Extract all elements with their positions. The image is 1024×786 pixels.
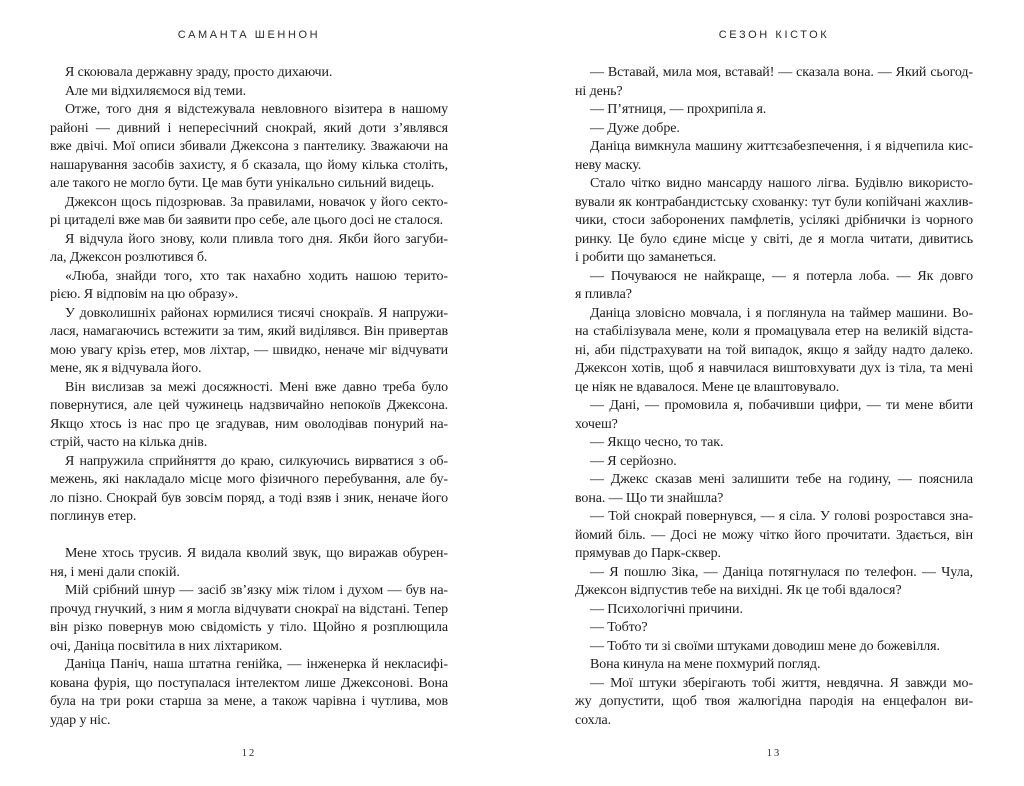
text-line: рі цитаделі вже мав би заявити про себе, але цього досі не сталося. xyxy=(50,213,444,228)
text-line: ринку. Це було єдине місце у світі, де я могла читати, дивитись xyxy=(575,231,973,247)
paragraph xyxy=(575,64,973,101)
text-line: Даніца вимкнула машину життєзабезпечення, і я відчепила кис- xyxy=(590,139,973,154)
text-line: йомий біль. — Досі не можу чітко його прочитати. Здається, він xyxy=(575,527,973,543)
scene-break-spacer xyxy=(50,527,448,546)
page-number-left: 12 xyxy=(241,748,257,759)
text-line: сохла. xyxy=(575,712,611,728)
text-line: межень, які накладало місце мого фізичного перебування, але бу- xyxy=(50,472,448,487)
paragraph xyxy=(50,83,448,102)
text-line: повернутися, але цей чужинець надзвичайно непокоїв Джексона. xyxy=(50,398,448,413)
paragraph xyxy=(575,453,973,472)
paragraph xyxy=(575,175,973,268)
paragraph xyxy=(50,101,448,194)
paragraph xyxy=(575,120,973,139)
paragraph xyxy=(575,101,973,120)
paragraph xyxy=(575,508,973,564)
text-line: Даніца Паніч, наша штатна генійка, — інженерка й некласифі- xyxy=(65,657,448,672)
text-line: я пливла? xyxy=(575,287,632,302)
paragraph xyxy=(50,582,448,656)
text-line: вже двічі. Мої описи збивали Джексона з пантелику. Зважаючи на xyxy=(50,139,448,154)
paragraph xyxy=(575,471,973,508)
text-line: нашарування засобів захисту, я б сказала, що йому кілька століть, xyxy=(50,157,448,173)
paragraph xyxy=(575,564,973,601)
text-line: вона. — Що ти знайшла? xyxy=(575,490,724,506)
text-line: Я скоювала державну зраду, просто дихаючи. xyxy=(65,65,333,80)
text-line: лася, намагаючись встежити за тим, який виділявся. Він привертав xyxy=(50,324,448,339)
running-head-title: СЕЗОН КІСТОК xyxy=(718,29,830,41)
text-line: У довколишніх районах юрмилися тисячі снокраїв. Я напружи- xyxy=(65,305,448,321)
text-line: Вона кинула на мене похмурий погляд. xyxy=(590,657,821,672)
text-line: Мене хтось трусив. Я видала кволий звук, що виражав обурен- xyxy=(65,546,448,561)
paragraph xyxy=(575,638,973,657)
paragraph xyxy=(575,397,973,434)
running-head-author: САМАНТА ШЕННОН xyxy=(177,29,321,41)
text-line: «Люба, знайди того, хто так нахабно ходить нашою терито- xyxy=(65,268,448,284)
text-line: Мій срібний шнур — засіб зв’язку між тілом і духом — був на- xyxy=(65,583,448,598)
text-line: мене, як я відчувала його. xyxy=(50,361,202,376)
text-line: Джексон відпустив тебе на вихідні. Як це тобі вдалося? xyxy=(575,583,902,598)
paragraph xyxy=(50,305,448,379)
text-line: — Я серйозно. xyxy=(590,453,677,469)
text-line: поглинув етер. xyxy=(50,509,137,524)
page-number-right: 13 xyxy=(766,748,782,759)
text-line: він різко повернув мою свідомість у тіло. Щойно я розплющила xyxy=(50,620,448,635)
paragraph xyxy=(50,379,448,453)
text-line: Я відчула його знову, коли пливла того дня. Якби його загуби- xyxy=(65,231,448,247)
text-line: хочеш? xyxy=(575,416,618,432)
text-line: — Той снокрай повернувся, — я сіла. У голові розростався зна- xyxy=(590,509,973,524)
text-line: Джексон хотів, щоб я навчилася виштовхувати дух із тіла, та мені xyxy=(575,361,973,376)
text-line: на стабілізувала мене, коли я промацувала етер на великій відста- xyxy=(575,324,973,339)
paragraph xyxy=(50,64,448,83)
text-line: — П’ятниця, — прохрипіла я. xyxy=(590,102,767,117)
text-line: — Психологічні причини. xyxy=(590,601,743,617)
text-line: — Дані, — промовила я, побачивши цифри, — ти мене вбити xyxy=(590,398,973,413)
text-line: рією. Я відповім на цю образу». xyxy=(50,287,239,302)
paragraph xyxy=(575,305,973,398)
paragraph xyxy=(575,268,973,305)
left-page xyxy=(50,0,448,786)
text-line: і робити що заманеться. xyxy=(575,250,717,265)
text-line: Але ми відхиляємося від теми. xyxy=(65,83,246,99)
paragraph xyxy=(50,268,448,305)
text-line: ло пізно. Снокрай був зовсім поряд, а тоді взяв і зник, неначе його xyxy=(50,490,448,506)
paragraph xyxy=(575,434,973,453)
text-line: Якщо хтось із нас про це згадував, ним оволодівав понурий на- xyxy=(50,416,448,432)
text-line: прямував до Парк-сквер. xyxy=(575,546,721,561)
text-line: Стало чітко видно мансарду нашого лігва. Будівлю використо- xyxy=(590,176,973,191)
paragraph xyxy=(50,545,448,582)
paragraph xyxy=(575,138,973,175)
paragraph xyxy=(575,601,973,620)
text-line: — Вставай, мила моя, вставай! — сказала вона. — Який сьогод- xyxy=(590,65,973,80)
text-line: ні день? xyxy=(575,83,623,99)
right-page-text xyxy=(575,64,973,730)
text-line: Даніца зловісно мовчала, і я поглянула на таймер машини. Во- xyxy=(590,305,973,321)
paragraph xyxy=(50,231,448,268)
text-line: Отже, того дня я відстежувала невловного візитера в нашому xyxy=(65,102,448,117)
text-line: стрій, часто на кілька днів. xyxy=(50,435,208,450)
text-line: вували як контрабандистську схованку: тут були копійчані жахлив- xyxy=(575,194,973,210)
text-line: ла, Джексон розлютився б. xyxy=(50,250,208,265)
text-line: удар у ніс. xyxy=(50,712,111,728)
text-line: ня, і мені дали спокій. xyxy=(50,564,180,580)
text-line: Він вислизав за межі досяжності. Мені вже давно треба було xyxy=(65,379,448,395)
left-page-text xyxy=(50,64,448,730)
text-line: — Я пошлю Зіка, — Даніца потягнулася по телефон. — Чула, xyxy=(590,564,973,580)
text-line: районі — дивний і непересічний снокрай, який доти з’являвся xyxy=(50,120,448,136)
paragraph xyxy=(575,619,973,638)
text-line: але такого не могло бути. Це мав бути унікально сильний видець. xyxy=(50,176,435,191)
paragraph xyxy=(50,656,448,730)
text-line: — Мої штуки зберігають тобі життя, невдячна. Я завжди мо- xyxy=(590,675,973,691)
text-line: — Тобто? xyxy=(590,620,648,635)
text-line: неву маску. xyxy=(575,157,642,173)
text-line: була на три роки старша за мене, а також чарівна і чутлива, мов xyxy=(50,694,448,709)
text-line: мою увагу крізь етер, мов ліхтар, — швидко, неначе міг відчувати xyxy=(50,342,448,358)
text-line: прочуд гнучкий, з ним я могла відчувати снокраї на відстані. Тепер xyxy=(50,601,448,617)
text-line: Я напружила сприйняття до краю, силкуючись вирватися з об- xyxy=(65,453,448,469)
text-line: це ніяк не вдавалося. Мене це влаштовувало. xyxy=(575,379,840,395)
text-line: ні, аби підстрахувати на той випадок, якщо я зайду надто далеко. xyxy=(575,342,973,358)
text-line: — Якщо чесно, то так. xyxy=(590,435,724,450)
text-line: — Дуже добре. xyxy=(590,120,680,136)
text-line: — Джекс сказав мені залишити тебе на годину, — пояснила xyxy=(590,472,973,487)
paragraph xyxy=(50,194,448,231)
text-line: Джексон щось підозрював. За правилами, новачок у його секто- xyxy=(65,194,448,210)
right-page xyxy=(575,0,973,786)
text-line: жу допустити, щоб твоя жалюгідна пародія на енцефалон ви- xyxy=(575,694,973,709)
paragraph xyxy=(575,675,973,731)
text-line: очі, Даніца посвітила в них ліхтариком. xyxy=(50,638,283,654)
text-line: — Почуваюся не найкраще, — я потерла лоба. — Як довго xyxy=(590,268,973,284)
text-line: — Тобто ти зі своїми штуками доводиш мене до божевілля. xyxy=(590,638,940,654)
paragraph xyxy=(575,656,973,675)
text-line: чики, стоси заборонених памфлетів, усілякі дрібнички із чорного xyxy=(575,213,973,228)
text-line: кована фурія, що поступалася інтелектом лише Джексонові. Вона xyxy=(50,675,448,691)
paragraph xyxy=(50,453,448,527)
